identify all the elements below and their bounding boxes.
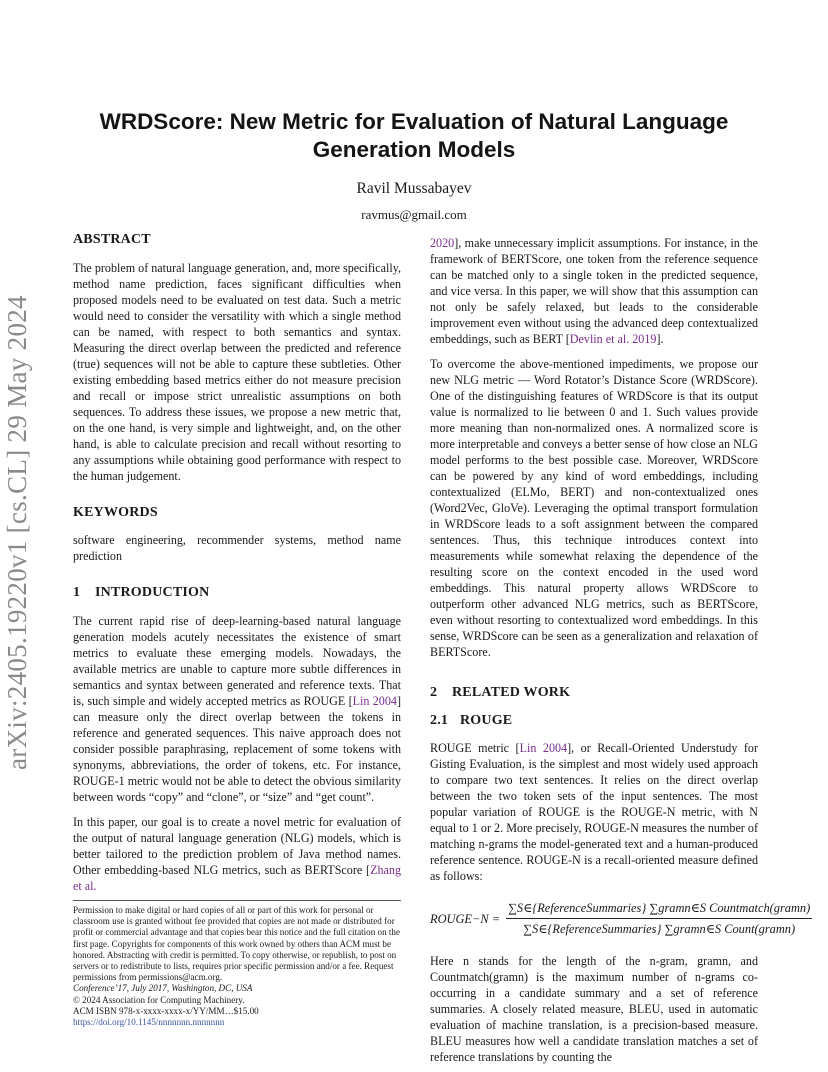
keywords-heading: KEYWORDS bbox=[73, 505, 158, 520]
equation-fraction bbox=[506, 900, 812, 937]
right-column bbox=[430, 235, 811, 1065]
copyright-footnote bbox=[73, 905, 401, 1028]
doi-link[interactable]: https://doi.org/10.1145/nnnnnnn.nnnnnnn bbox=[73, 1017, 225, 1028]
paper-title bbox=[80, 108, 748, 164]
intro-paragraph-2 bbox=[73, 814, 401, 894]
intro-p2-text: In this paper, our goal is to create a novel metric for evaluation of the output of natural language generation (NLG) models, which is better tailored to the prediction problem of Java method names. Other embedding-based NLG metrics, such as BERTScore [ bbox=[73, 815, 401, 877]
intro-title: INTRODUCTION bbox=[95, 585, 210, 600]
title-line-1: WRDScore: New Metric for Evaluation of Natural Language bbox=[99, 109, 729, 134]
copyright-line: © 2024 Association for Computing Machinery. bbox=[73, 994, 245, 1005]
intro-paragraph-1 bbox=[73, 613, 401, 805]
citation-zhang-2020[interactable]: 2020 bbox=[430, 236, 455, 250]
equation-denominator: ∑S∈{ReferenceSummaries} ∑gramn∈S Count(gramn) bbox=[523, 922, 796, 936]
equation-numerator: ∑S∈{ReferenceSummaries} ∑gramn∈S Countmatch(gramn) bbox=[506, 900, 812, 919]
related-work-heading bbox=[430, 685, 758, 701]
related-work-number: 2 bbox=[430, 685, 438, 700]
equation-lhs: ROUGE−N = bbox=[430, 911, 501, 926]
citation-lin-2004[interactable]: Lin 2004 bbox=[352, 694, 397, 708]
isbn-line: ACM ISBN 978-x-xxxx-xxxx-x/YY/MM…$15.00 bbox=[73, 1005, 259, 1016]
right-p1-text-b: ]. bbox=[656, 332, 664, 346]
rouge-paragraph bbox=[430, 740, 758, 884]
related-work-title: RELATED WORK bbox=[452, 685, 571, 700]
rouge-number: 2.1 bbox=[430, 713, 449, 728]
intro-p1-text-a: The current rapid rise of deep-learning-based natural language generation models acutely necessitates the existence of smart metrics to evaluate these emerging models. Nowadays, the available metrics are unable to capture more subtle differences in semantics and syntax between generated and reference texts. That is, such simple and widely accepted metrics as ROUGE [ bbox=[73, 614, 401, 708]
citation-devlin-2019[interactable]: Devlin et al. 2019 bbox=[569, 332, 657, 346]
abstract-text: The problem of natural language generation, and, more specifically, method name prediction, faces significant difficulties when proposed models need to be evaluated on test data. Such a metric would need to consider the versatility with which a single method can be named, with respect to both semantics and syntax. Measuring the direct overlap between the predicted and reference (true) sequences will not be able to capture these subtleties. Other existing embedding based metrics either do not measure precision and recall or impose strict unrealistic assumptions on both sequences. To address these issues, we propose a new metric that, on the one hand, is very simple and lightweight, and, on the other hand, is able to calculate precision and recall without resorting to any assumptions while obtaining good performance with respect to the human judgement. bbox=[73, 261, 401, 483]
arxiv-stamp: arXiv:2405.19220v1 [cs.CL] 29 May 2024 bbox=[2, 295, 32, 770]
conference-info: Conference’17, July 2017, Washington, DC, USA bbox=[73, 983, 253, 994]
rouge-n-equation bbox=[430, 900, 811, 937]
right-paragraph-1 bbox=[430, 235, 758, 347]
intro-heading bbox=[73, 585, 401, 601]
author-email: ravmus@gmail.com bbox=[361, 207, 467, 222]
permission-notice: Permission to make digital or hard copies of all or part of this work for personal or classroom use is granted without fee provided that copies are not made or distributed for profit or commercial advantage and that copies bear this notice and the full citation on the first page. Copyrights for components of this work owned by others than ACM must be honored. Abstracting with credit is permitted. To copy otherwise, or republish, to post on servers or to redistribute to lists, requires prior specific permission and/or a fee. Request permissions from permissions@acm.org. bbox=[73, 905, 401, 983]
left-column bbox=[73, 232, 401, 1028]
rouge-title: ROUGE bbox=[460, 713, 513, 728]
author-name: Ravil Mussabayev bbox=[356, 180, 472, 197]
citation-lin-2004-b[interactable]: Lin 2004 bbox=[519, 741, 568, 755]
rouge-subheading bbox=[430, 713, 758, 729]
intro-p1-text-b: ] can measure only the direct overlap between the tokens in reference and generated sequences. This naive approach does not consider possible paraphrasing, replacement of some tokens with synonyms, abbreviations, the order of tokens, etc. For instance, ROUGE-1 metric would not be able to detect the obvious similarity between words “copy” and “clone”, or “size” and “get count”. bbox=[73, 694, 401, 804]
footnote-divider bbox=[73, 900, 401, 901]
intro-number: 1 bbox=[73, 585, 81, 600]
keywords-text: software engineering, recommender systems, method name prediction bbox=[73, 533, 401, 563]
abstract-heading: ABSTRACT bbox=[73, 232, 151, 247]
right-p1-text-a: ], make unnecessary implicit assumptions. For instance, in the framework of BERTScore, one token from the reference sequence can be matched only to a single token in the predicted sequence, and vice versa. In this paper, we will show that this assumption can not only be safely relaxed, but leads to the considerable improvement even without using the advanced deep contextualized embeddings, such as BERT [ bbox=[430, 236, 758, 346]
rouge-text-a: ROUGE metric [ bbox=[430, 741, 520, 755]
rouge-text-b: ], or Recall-Oriented Understudy for Gisting Evaluation, is the simplest and most widely used approach to compare two text sentences. It relies on the direct overlap between the two token sets of the input sentences. The most popular variation of ROUGE is the ROUGE-N metric, with N equal to 1 or 2. More precisely, ROUGE-N measures the number of matching n-grams the model-generated text and a human-produced reference sentence. ROUGE-N is a recall-oriented measure defined as follows: bbox=[430, 741, 758, 883]
rouge-explanation: Here n stands for the length of the n-gram, gramn, and Countmatch(gramn) is the maximum number of n-grams co-occurring in a candidate summary and a set of reference summaries. A closely related measure, BLEU, used in automatic evaluation of machine translation, is a precision-based measure. BLEU measures how well a candidate translation matches a set of reference translations by counting the bbox=[430, 954, 758, 1064]
title-line-2: Generation Models bbox=[312, 137, 516, 162]
right-paragraph-2: To overcome the above-mentioned impediments, we propose our new NLG metric — Word Rotator’s Distance Score (WRDScore). One of the distinguishing features of WRDScore is that its output value is normalized to lie between 0 and 1. Such values provide more meaning than non-normalized ones. A normalized score is more interpretable and conveys a better sense of how close an NLG model performs to the best possible case. Moreover, WRDScore can be powered by any kind of word embeddings, including contextualized (ELMo, BERT) and non-contextualized ones (Word2Vec, GloVe). Leveraging the optimal transport formulation in WRDScore leads to a soft assignment between the compared sentences. Thus, this technique introduces context into measurements while somewhat relaxing the dependence of the resulting score on the context encoded in the used word embeddings. This natural property allows WRDScore to outperform other advanced NLG metrics, such as BERTScore, even without resorting to contextualized word embeddings. In this sense, WRDScore can be seen as a generalization and relaxation of BERTScore. bbox=[430, 357, 758, 659]
citation-zhang-et-al[interactable]: Zhang et al. bbox=[73, 863, 401, 893]
